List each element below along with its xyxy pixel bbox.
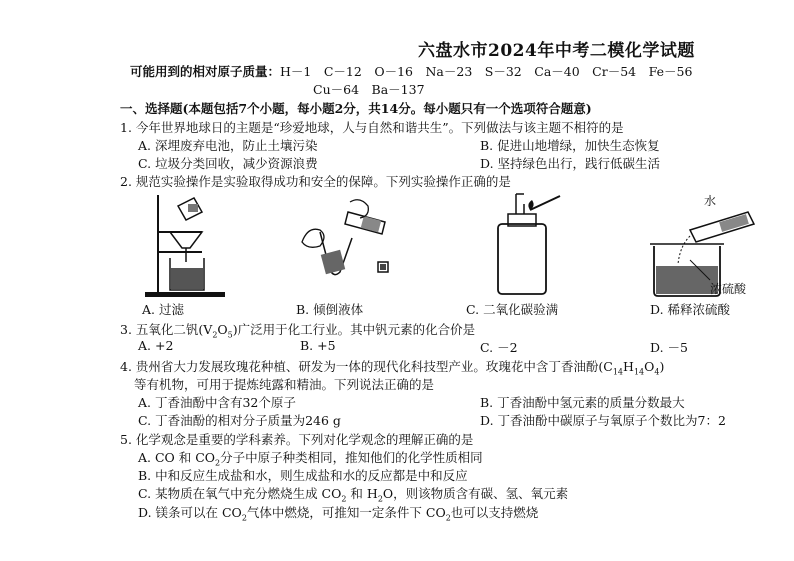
- q4-sub-h: 14: [633, 367, 645, 377]
- q1-option-b: B. 促进山地增绿，加快生态恢复: [480, 138, 660, 153]
- q1-option-a: A. 深埋废弃电池，防止土壤污染: [138, 138, 318, 153]
- q5-c-1: C. 某物质在氧气中充分燃烧生成 CO: [138, 486, 342, 501]
- section-heading: 一、选择题(本题包括7个小题，每小题2分，共14分。每小题只有一个选项符合题意): [120, 101, 592, 116]
- page-title: 六盘水市2024年中考二模化学试题: [418, 41, 695, 61]
- q3-sub-1: 2: [212, 330, 218, 340]
- atomic-mass-values-2: Cu－64 Ba－137: [313, 82, 425, 97]
- q5-option-b: B. 中和反应生成盐和水，则生成盐和水的反应都是中和反应: [138, 468, 468, 483]
- q2-option-b: B. 倾倒液体: [296, 302, 364, 317]
- q3-sub-2: 5: [227, 330, 233, 340]
- pouring-figure: [290, 192, 410, 292]
- q3-stem-a: 3. 五氧化二钒(V: [120, 322, 213, 337]
- q5-c-2: 和 H: [346, 486, 378, 501]
- q3-stem-c: )广泛用于化工行业。其中钒元素的化合价是: [232, 322, 476, 337]
- q2-option-a: A. 过滤: [142, 302, 184, 317]
- q4-sub-o: 4: [654, 367, 660, 377]
- q5-d-3: 也可以支持燃烧: [450, 505, 539, 520]
- q5-option-a: [138, 448, 483, 468]
- q4-o: O: [644, 359, 655, 374]
- water-label: 水: [704, 194, 717, 208]
- q1-stem: 1. 今年世界地球日的主题是“珍爱地球，人与自然和谐共生”。下列做法与该主题不相符的是: [120, 120, 624, 135]
- q3-option-b: B. +5: [300, 338, 336, 353]
- q4-stem-b: ): [659, 359, 665, 374]
- q4-option-d: D. 丁香油酚中碳原子与氧原子个数比为7：2: [480, 413, 726, 428]
- atomic-mass-label: 可能用到的相对原子质量：: [130, 64, 281, 79]
- q5-option-d: [138, 503, 538, 523]
- q5-c-3: O，则该物质含有碳、氢、氧元素: [382, 486, 569, 501]
- q4-option-a: A. 丁香油酚中含有32个原子: [138, 395, 296, 410]
- q5-d-sub-1: 2: [241, 513, 247, 523]
- acid-label: 浓硫酸: [710, 282, 747, 296]
- q5-a-1: A. CO 和 CO: [138, 450, 216, 465]
- q2-option-d: D. 稀释浓硫酸: [650, 302, 731, 317]
- q4-option-b: B. 丁香油酚中氢元素的质量分数最大: [480, 395, 685, 410]
- q4-h: H: [623, 359, 634, 374]
- atomic-mass-values-1: H－1 C－12 O－16 Na－23 S－32 Ca－40 Cr－54 Fe－56: [280, 64, 693, 79]
- q3-stem: [120, 320, 475, 340]
- q5-d-1: D. 镁条可以在 CO: [138, 505, 242, 520]
- q3-option-a: A. +2: [138, 338, 174, 353]
- q1-option-c: C. 垃圾分类回收，减少资源浪费: [138, 156, 318, 171]
- q4-stem-a: 4. 贵州省大力发展玫瑰花种植、研发为一体的现代化科技型产业。玫瑰花中含丁香油酚(C: [120, 359, 613, 374]
- co2-test-figure: [490, 190, 570, 298]
- q2-option-c: C. 二氧化碳验满: [466, 302, 559, 317]
- q4-option-c: C. 丁香油酚的相对分子质量为246 g: [138, 413, 341, 428]
- q5-d-2: 气体中燃烧，可推知一定条件下 CO: [246, 505, 446, 520]
- filtration-figure: [140, 190, 230, 300]
- q3-option-c: C. －2: [480, 340, 518, 355]
- q5-c-sub-2: 2: [377, 494, 383, 504]
- q3-stem-b: O: [217, 322, 228, 337]
- q4-sub-c: 14: [612, 367, 624, 377]
- q5-c-sub-1: 2: [341, 494, 347, 504]
- q1-option-d: D. 坚持绿色出行，践行低碳生活: [480, 156, 661, 171]
- q5-option-c: [138, 484, 568, 504]
- q5-stem: 5. 化学观念是重要的学科素养。下列对化学观念的理解正确的是: [120, 432, 474, 447]
- q5-a-sub: 2: [215, 458, 221, 468]
- q2-stem: 2. 规范实验操作是实验取得成功和安全的保障。下列实验操作正确的是: [120, 174, 511, 189]
- q3-option-d: D. －5: [650, 340, 688, 355]
- q5-a-2: 分子中原子种类相同，推知他们的化学性质相同: [220, 450, 483, 465]
- q4-stem-2: 等有机物，可用于提炼纯露和精油。下列说法正确的是: [134, 377, 435, 392]
- atomic-mass-line: [130, 62, 692, 80]
- q4-stem: [120, 357, 664, 377]
- q5-d-sub-2: 2: [445, 513, 451, 523]
